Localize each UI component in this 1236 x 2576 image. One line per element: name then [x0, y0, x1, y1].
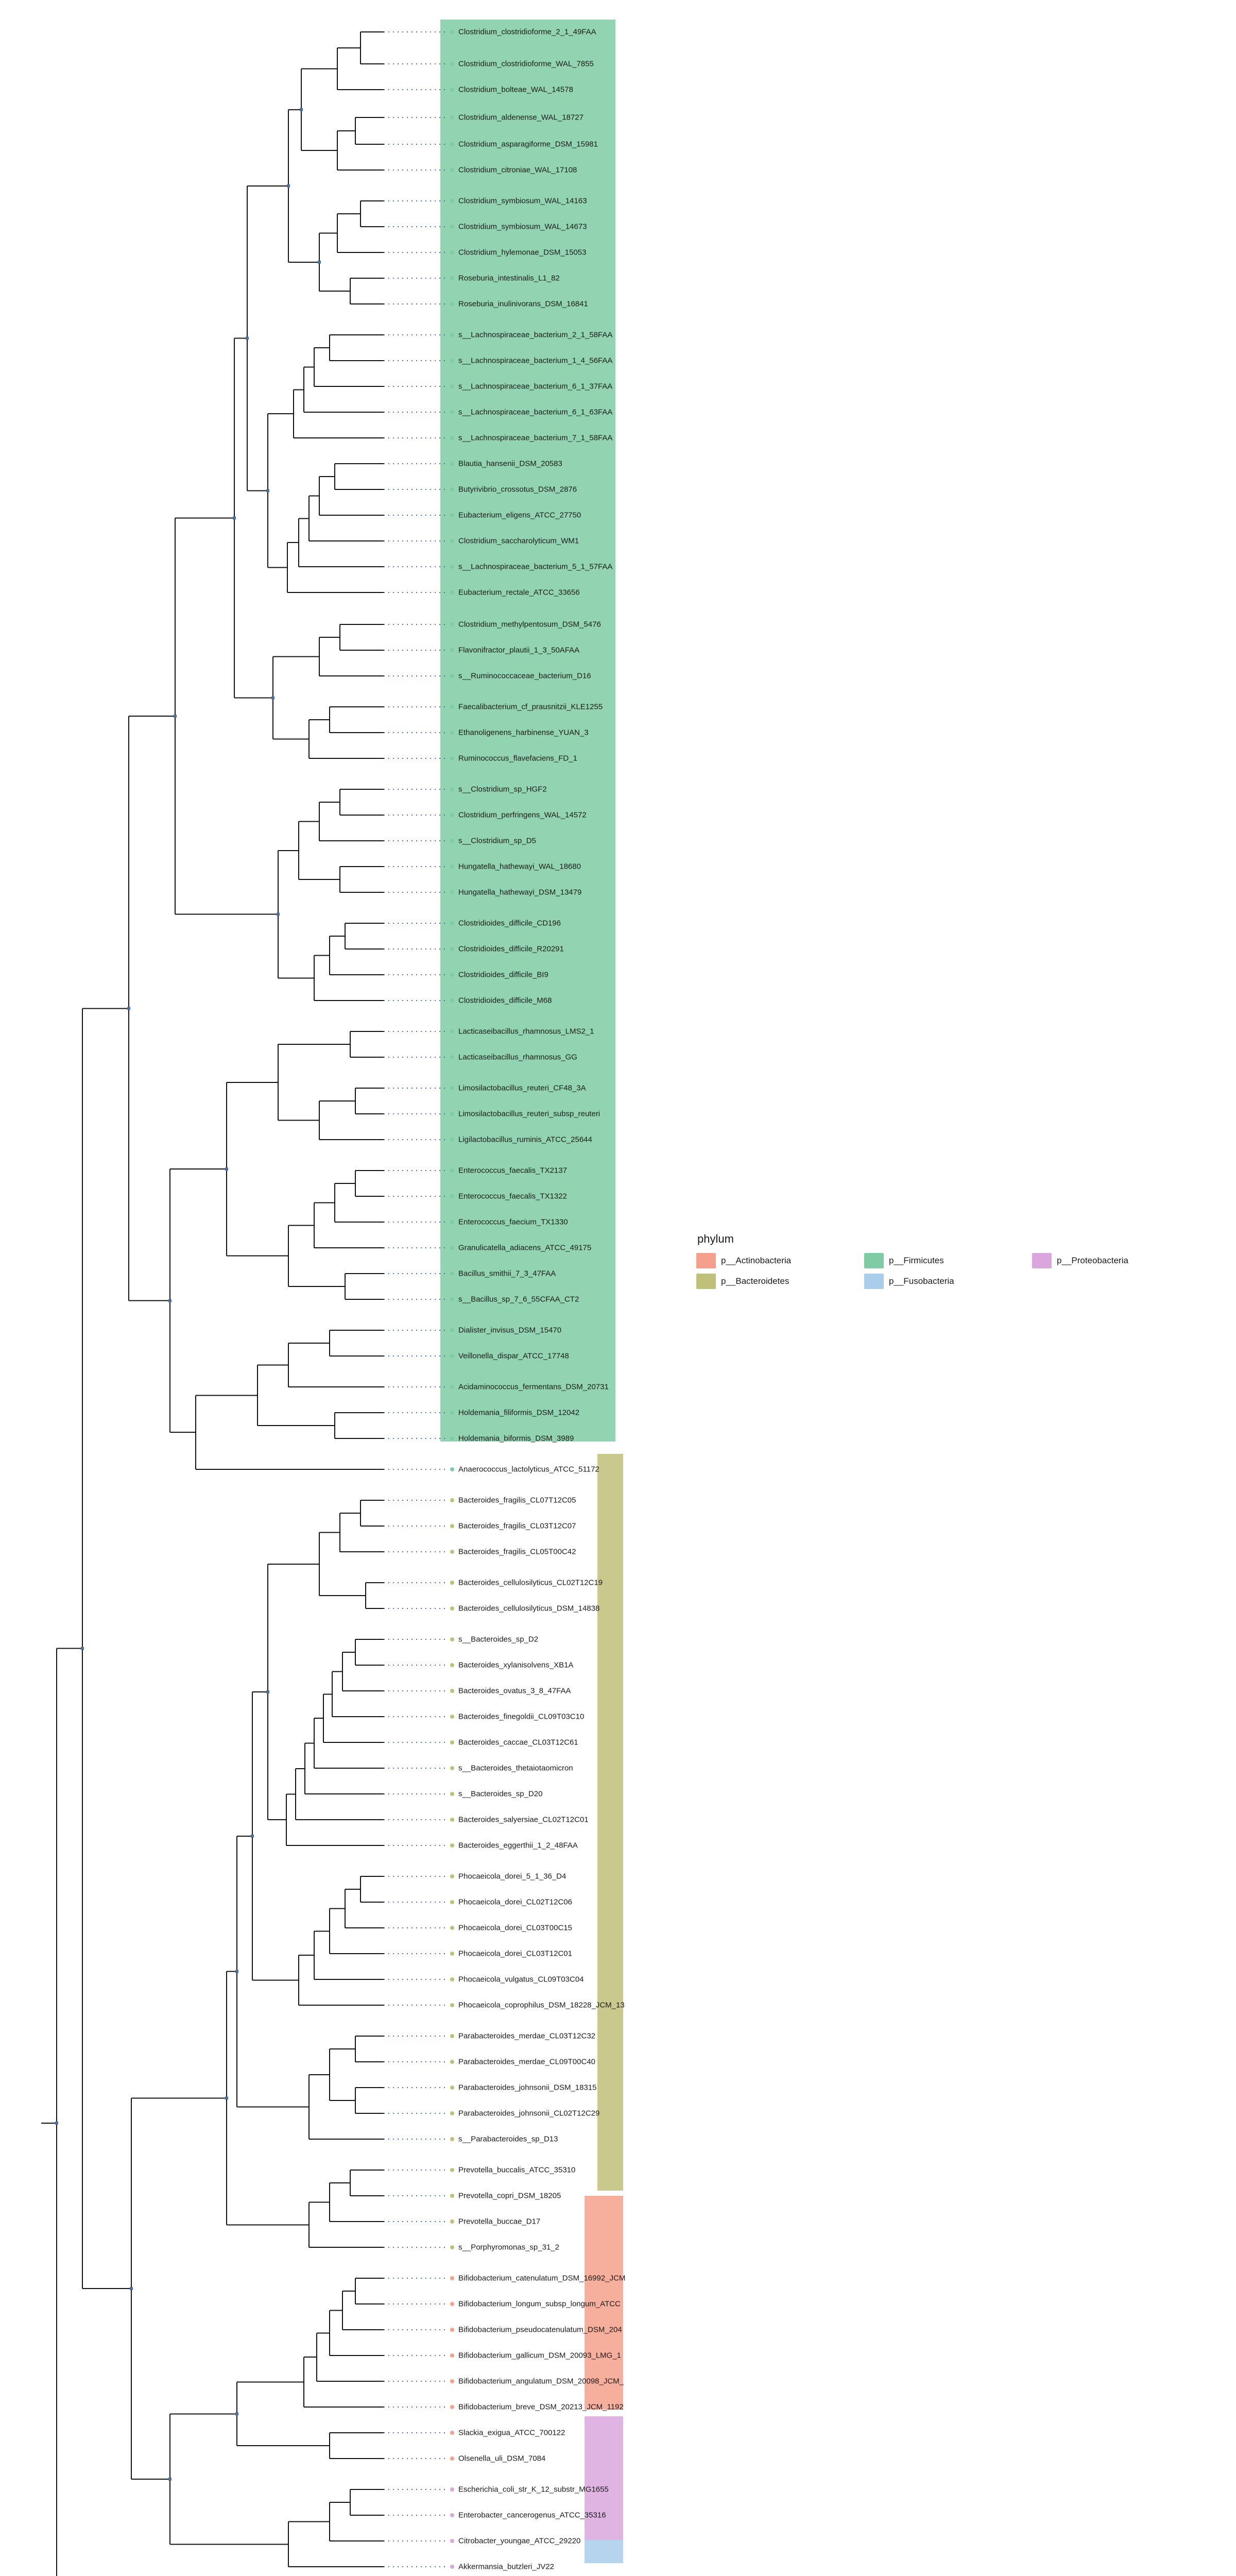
tip-label: s__Lachnospiraceae_bacterium_2_1_58FAA [458, 330, 613, 340]
tip-label: Bacteroides_cellulosilyticus_DSM_14838 [458, 1604, 600, 1613]
tip-label: s__Bacteroides_sp_D2 [458, 1635, 539, 1644]
tip-label: Lacticaseibacillus_rhamnosus_GG [458, 1053, 577, 1062]
tip-label: Parabacteroides_johnsonii_CL02T12C29 [458, 2109, 600, 2118]
tip-label: Phocaeicola_dorei_CL03T00C15 [458, 1923, 572, 1933]
legend-item[interactable] [864, 1274, 1019, 1289]
legend-swatch [864, 1253, 884, 1268]
tip-label: Clostridium_hylemonae_DSM_15053 [458, 248, 587, 257]
tip-label: Anaerococcus_lactolyticus_ATCC_51172 [458, 1465, 599, 1474]
legend-item[interactable] [864, 1253, 1019, 1268]
tip-label: Bifidobacterium_catenulatum_DSM_16992_JCM [458, 2274, 626, 2283]
legend-items [696, 1253, 1216, 1289]
tip-label: Phocaeicola_dorei_CL02T12C06 [458, 1897, 572, 1907]
tip-label: Bifidobacterium_pseudocatenulatum_DSM_204 [458, 2325, 622, 2334]
tip-label: Ligilactobacillus_ruminis_ATCC_25644 [458, 1135, 592, 1144]
tip-label: s__Lachnospiraceae_bacterium_1_4_56FAA [458, 356, 613, 365]
tip-label: Limosilactobacillus_reuteri_CF48_3A [458, 1083, 586, 1093]
tip-label: Eubacterium_rectale_ATCC_33656 [458, 588, 580, 597]
tip-label: Bacteroides_ovatus_3_8_47FAA [458, 1686, 571, 1696]
tip-label: s__Bacteroides_sp_D20 [458, 1789, 543, 1799]
tip-label: Clostridium_perfringens_WAL_14572 [458, 810, 587, 820]
tip-label: s__Lachnospiraceae_bacterium_6_1_37FAA [458, 382, 613, 391]
tip-label: Bacillus_smithii_7_3_47FAA [458, 1269, 556, 1278]
tip-label: s__Bacteroides_thetaiotaomicron [458, 1764, 573, 1773]
tip-label: Bacteroides_eggerthii_1_2_48FAA [458, 1841, 578, 1850]
tip-label: Clostridium_asparagiforme_DSM_15981 [458, 140, 598, 149]
tip-label: Akkermansia_butzleri_JV22 [458, 2562, 554, 2571]
legend-label: p__Firmicutes [889, 1256, 944, 1265]
tip-label: Clostridioides_difficile_M68 [458, 996, 552, 1005]
tip-label: s__Parabacteroides_sp_D13 [458, 2134, 558, 2144]
tip-label: Prevotella_copri_DSM_18205 [458, 2191, 561, 2200]
legend-swatch [696, 1274, 716, 1289]
tip-label: Holdemania_biformis_DSM_3989 [458, 1434, 574, 1443]
tip-label: s__Lachnospiraceae_bacterium_5_1_57FAA [458, 562, 613, 571]
tip-label: Enterococcus_faecalis_TX1322 [458, 1192, 567, 1201]
tip-label: Clostridium_saccharolyticum_WM1 [458, 536, 579, 546]
tip-label: Bacteroides_xylanisolvens_XB1A [458, 1660, 574, 1670]
tip-label: Bacteroides_cellulosilyticus_CL02T12C19 [458, 1578, 603, 1587]
tip-label: Enterobacter_cancerogenus_ATCC_35316 [458, 2511, 606, 2520]
tip-label: Holdemania_filiformis_DSM_12042 [458, 1408, 580, 1417]
tip-label: Phocaeicola_dorei_5_1_36_D4 [458, 1872, 566, 1881]
tip-label: Clostridium_methylpentosum_DSM_5476 [458, 620, 601, 629]
tip-label: Limosilactobacillus_reuteri_subsp_reuteri [458, 1109, 600, 1118]
tip-label: Lacticaseibacillus_rhamnosus_LMS2_1 [458, 1027, 594, 1036]
tip-label: Ruminococcus_flavefaciens_FD_1 [458, 754, 577, 763]
legend-label: p__Fusobacteria [889, 1276, 954, 1286]
tip-label: Clostridium_symbiosum_WAL_14163 [458, 196, 587, 206]
legend-label: p__Bacteroidetes [721, 1276, 789, 1286]
tip-label: Parabacteroides_merdae_CL03T12C32 [458, 2031, 596, 2041]
legend-item[interactable] [696, 1253, 851, 1268]
tip-label: Parabacteroides_merdae_CL09T00C40 [458, 2057, 596, 2066]
tip-label: Hungatella_hathewayi_WAL_18680 [458, 862, 581, 871]
legend-label: p__Proteobacteria [1057, 1256, 1128, 1265]
tip-label: Bifidobacterium_angulatum_DSM_20098_JCM_ [458, 2377, 624, 2386]
tip-label: Clostridium_clostridioforme_2_1_49FAA [458, 27, 596, 37]
tip-label: Clostridioides_difficile_BI9 [458, 970, 548, 979]
tip-label: Phocaeicola_coprophilus_DSM_18228_JCM_13 [458, 2001, 625, 2010]
tip-label: Acidaminococcus_fermentans_DSM_20731 [458, 1382, 609, 1392]
legend-item[interactable] [1032, 1253, 1187, 1268]
tip-label: Blautia_hansenii_DSM_20583 [458, 459, 562, 468]
tip-label: s__Lachnospiraceae_bacterium_7_1_58FAA [458, 433, 613, 443]
tip-label: s__Clostridium_sp_HGF2 [458, 785, 547, 794]
tip-label: Bifidobacterium_gallicum_DSM_20093_LMG_1 [458, 2351, 622, 2360]
legend [696, 1232, 1216, 1289]
tip-label: Flavonifractor_plautii_1_3_50AFAA [458, 646, 580, 655]
tip-label: Olsenella_uli_DSM_7084 [458, 2454, 546, 2463]
tip-label: Roseburia_inulinivorans_DSM_16841 [458, 299, 588, 309]
tip-label: Bifidobacterium_breve_DSM_20213_JCM_1192 [458, 2402, 624, 2412]
tip-label: s__Bacillus_sp_7_6_55CFAA_CT2 [458, 1295, 579, 1304]
tip-label: Bacteroides_salyersiae_CL02T12C01 [458, 1815, 589, 1824]
tip-label: Enterococcus_faecium_TX1330 [458, 1217, 568, 1227]
tip-label: Dialister_invisus_DSM_15470 [458, 1326, 562, 1335]
tip-label: Bacteroides_fragilis_CL07T12C05 [458, 1496, 576, 1505]
tip-label: s__Porphyromonas_sp_31_2 [458, 2243, 559, 2252]
tip-label: Clostridium_clostridioforme_WAL_7855 [458, 59, 594, 69]
tip-label: Clostridioides_difficile_R20291 [458, 944, 564, 954]
tip-label: s__Clostridium_sp_D5 [458, 836, 536, 845]
tip-label: Phocaeicola_vulgatus_CL09T03C04 [458, 1975, 584, 1984]
tip-label: Parabacteroides_johnsonii_DSM_18315 [458, 2083, 597, 2092]
tip-label: Eubacterium_eligens_ATCC_27750 [458, 511, 581, 520]
tip-label: Prevotella_buccae_D17 [458, 2217, 541, 2226]
tip-label: Clostridium_aldenense_WAL_18727 [458, 113, 583, 122]
tip-label: Bacteroides_finegoldii_CL09T03C10 [458, 1712, 585, 1721]
legend-title: phylum [697, 1232, 734, 1245]
tip-label: Citrobacter_youngae_ATCC_29220 [458, 2536, 581, 2546]
tip-label: s__Lachnospiraceae_bacterium_6_1_63FAA [458, 408, 613, 417]
legend-item[interactable] [696, 1274, 851, 1289]
tip-label: Bacteroides_fragilis_CL05T00C42 [458, 1547, 576, 1556]
tip-label: Ethanoligenens_harbinense_YUAN_3 [458, 728, 589, 737]
legend-swatch [1032, 1253, 1052, 1268]
tip-label: Clostridium_bolteae_WAL_14578 [458, 85, 573, 94]
tip-label: s__Ruminococcaceae_bacterium_D16 [458, 671, 591, 681]
tip-label: Clostridioides_difficile_CD196 [458, 919, 561, 928]
tip-label: Bacteroides_caccae_CL03T12C61 [458, 1738, 578, 1747]
tip-label: Escherichia_coli_str_K_12_substr_MG1655 [458, 2485, 609, 2494]
legend-swatch [696, 1253, 716, 1268]
tip-label: Bifidobacterium_longum_subsp_longum_ATCC [458, 2299, 621, 2309]
legend-swatch [864, 1274, 884, 1289]
tip-label: Roseburia_intestinalis_L1_82 [458, 274, 560, 283]
tip-label: Slackia_exigua_ATCC_700122 [458, 2428, 565, 2437]
tip-label: Hungatella_hathewayi_DSM_13479 [458, 888, 582, 897]
tip-label: Phocaeicola_dorei_CL03T12C01 [458, 1949, 572, 1958]
tip-label: Butyrivibrio_crossotus_DSM_2876 [458, 485, 577, 494]
tip-label: Faecalibacterium_cf_prausnitzii_KLE1255 [458, 702, 603, 711]
tip-label: Veillonella_dispar_ATCC_17748 [458, 1351, 569, 1361]
tip-label: Granulicatella_adiacens_ATCC_49175 [458, 1243, 592, 1252]
legend-label: p__Actinobacteria [721, 1256, 792, 1265]
tip-label: Bacteroides_fragilis_CL03T12C07 [458, 1521, 576, 1531]
tip-label: Enterococcus_faecalis_TX2137 [458, 1166, 567, 1175]
tip-label: Prevotella_buccalis_ATCC_35310 [458, 2165, 576, 2175]
tip-label: Clostridium_citroniae_WAL_17108 [458, 165, 577, 175]
tip-label: Clostridium_symbiosum_WAL_14673 [458, 222, 587, 231]
